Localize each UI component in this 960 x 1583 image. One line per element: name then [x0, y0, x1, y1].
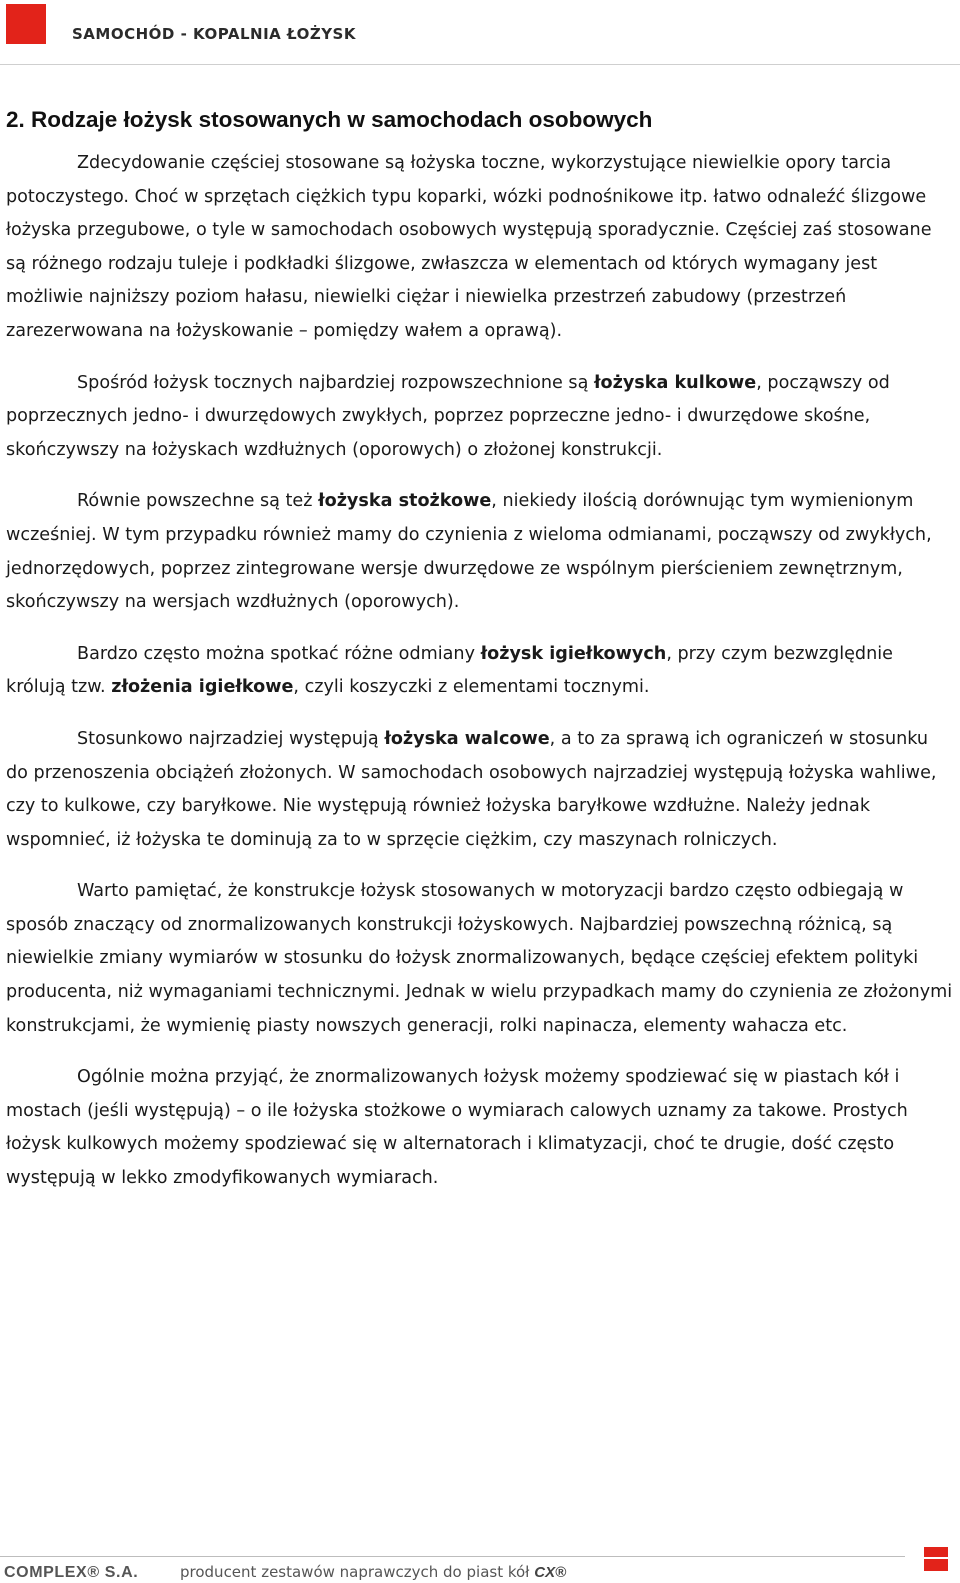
paragraph-text: , czyli koszyczki z elementami tocznymi.: [293, 677, 650, 698]
paragraph-2: [6, 367, 954, 468]
paragraph-text: , niekiedy ilością dorównując tym wymienionym wcześniej. W tym przypadku również mamy do czynienia z wieloma odmianami, począwszy od zwykłych, jednorzędowych, poprzez zintegrowane wersje dwurzędowe ze wspólnym pierścieniem zewnętrznym, skończywszy na wersjach wzdłużnych (oporowych).: [6, 491, 932, 613]
paragraph-text: Zdecydowanie częściej stosowane są łożyska toczne, wykorzystujące niewielkie opory tarcia potoczystego. Choć w sprzętach ciężkich typu koparki, wózki podnośnikowe itp. łatwo odnaleźć ślizgowe łożyska przegubowe, o tyle w samochodach osobowych występują sporadycznie. Częściej zaś stosowane są różnego rodzaju tuleje i podkładki ślizgowe, zwłaszcza w elementach od których wymagany jest możliwie najniższy poziom hałasu, niewielki ciężar i niewielka przestrzeń zabudowy (przestrzeń zarezerwowana na łożyskowanie – pomiędzy wałem a oprawą).: [6, 153, 932, 341]
paragraph-4: [6, 638, 954, 705]
footer-brand-mark: CX®: [534, 1564, 567, 1581]
paragraph-text: , a to za sprawą ich ograniczeń w stosunku do przenoszenia obciążeń złożonych. W samochodach osobowych najrzadziej występują łożyska wahliwe, czy to kulkowe, czy baryłkowe. Nie występują również łożyska baryłkowe wzdłużne. Należy jednak wspomnieć, iż łożyska te dominują za to w sprzęcie ciężkim, czy maszynach rolniczych.: [6, 728, 937, 850]
bold-term: łożyska walcowe: [384, 728, 550, 749]
footer-company-name: COMPLEX® S.A.: [4, 1564, 139, 1581]
document-header-title: SAMOCHÓD - KOPALNIA ŁOŻYSK: [72, 25, 356, 43]
paragraph-text: Stosunkowo najrzadziej występują: [77, 728, 385, 749]
document-body: [6, 105, 954, 1214]
paragraph-3: [6, 485, 954, 619]
bold-term: złożenia igiełkowe: [111, 677, 294, 698]
footer-divider: [0, 1556, 905, 1557]
paragraph-text: Warto pamiętać, że konstrukcje łożysk stosowanych w motoryzacji bardzo często odbiegają w sposób znaczący od znormalizowanych konstrukcji łożyskowych. Najbardziej powszechną różnicą, są niewielkie zmiany wymiarów w stosunku do łożysk znormalizowanych, będące częściej efektem polityki producenta, niż wymaganiami technicznymi. Jednak w wielu przypadkach mamy do czynienia ze złożonymi konstrukcjami, że wymienię piasty nowszych generacji, rolki napinacza, elementy wahacza etc.: [6, 881, 953, 1036]
paragraph-1: [6, 147, 954, 349]
bold-term: łożyska kulkowe: [593, 372, 757, 393]
paragraph-6: [6, 875, 954, 1043]
header-divider: [0, 64, 960, 65]
footer-tagline: [180, 1563, 566, 1581]
paragraph-7: [6, 1061, 954, 1195]
paragraph-text: , począwszy od poprzecznych jedno- i dwurzędowych zwykłych, poprzez poprzeczne jedno- i dwurzędowe skośne, skończywszy na łożyskach wzdłużnych (oporowych) o złożonej konstrukcji.: [6, 372, 890, 460]
bold-term: łożysk igiełkowych: [480, 643, 667, 664]
section-heading: 2. Rodzaje łożysk stosowanych w samochodach osobowych: [6, 107, 653, 132]
paragraph-text: Bardzo często można spotkać różne odmiany: [77, 643, 481, 664]
paragraph-5: [6, 723, 954, 857]
paragraph-text: , przy czym bezwzględnie królują tzw.: [6, 643, 893, 698]
footer-logo-square: [924, 1547, 948, 1571]
brand-logo-square: [6, 4, 46, 44]
bold-term: łożyska stożkowe: [318, 491, 492, 512]
footer-tagline-text: producent zestawów naprawczych do piast kół: [180, 1563, 530, 1581]
paragraph-text: Spośród łożysk tocznych najbardziej rozpowszechnione są: [77, 372, 594, 393]
paragraph-text: Równie powszechne są też: [77, 491, 319, 512]
paragraph-text: Ogólnie można przyjąć, że znormalizowanych łożysk możemy spodziewać się w piastach kół i mostach (jeśli występują) – o ile łożyska stożkowe o wymiarach calowych uznamy za takowe. Prostych łożysk kulkowych możemy spodziewać się w alternatorach i klimatyzacji, choć te drugie, dość często występują w lekko zmodyfikowanych wymiarach.: [6, 1067, 908, 1189]
